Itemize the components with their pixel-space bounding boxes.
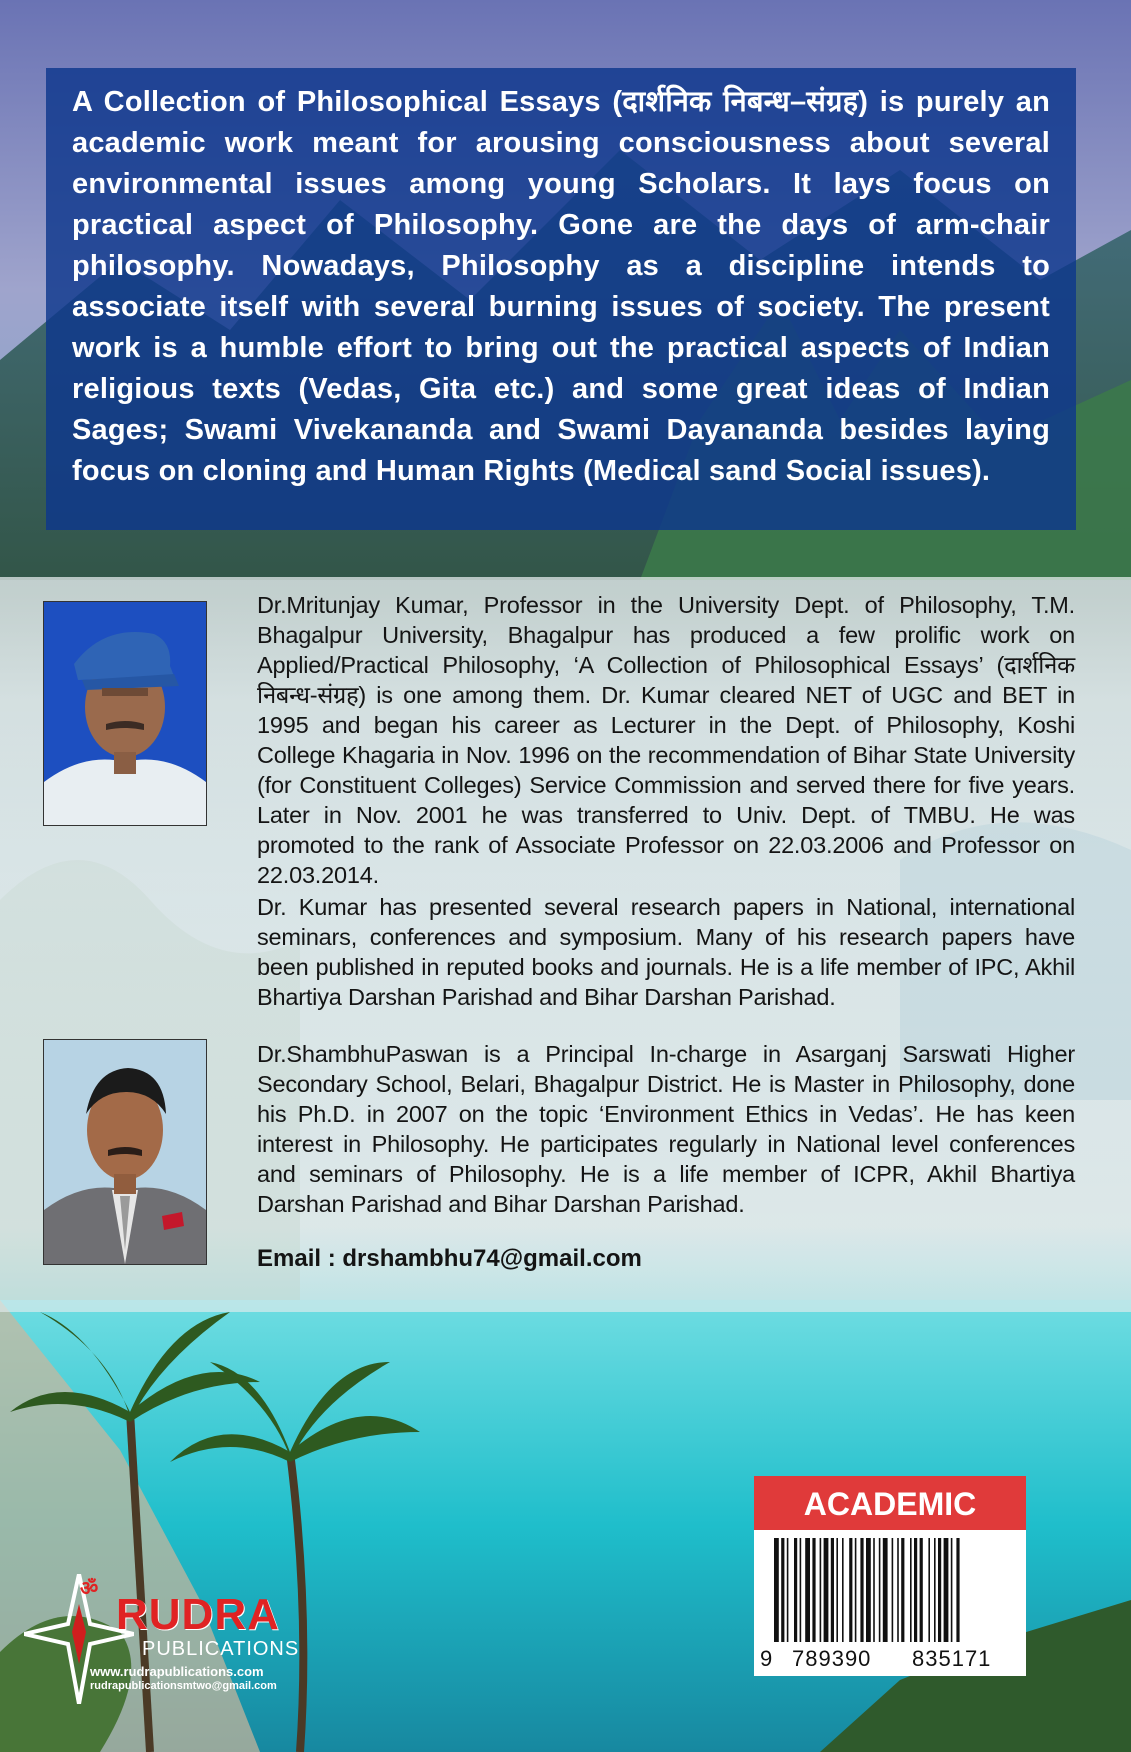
barcode-bar: [897, 1538, 899, 1642]
person-portrait-icon: [44, 602, 206, 825]
contact-email[interactable]: Email : drshambhu74@gmail.com: [257, 1245, 642, 1272]
barcode-bar: [787, 1538, 789, 1642]
category-label: ACADEMIC: [754, 1476, 1026, 1530]
barcode-bar: [855, 1538, 857, 1642]
description-box: [46, 68, 1076, 530]
barcode-bar: [956, 1538, 959, 1642]
barcode-bar: [824, 1538, 829, 1642]
author-2-bio: Dr.ShambhuPaswan is a Principal In-charge in Asarganj Sarswati Higher Secondary School, Belari, Bhagalpur District. He is Master in Philosophy, done his Ph.D. in 2007 on the topic ‘Environment Ethics in Vedas’. He has keen interest in Philosophy. He participates regularly in National level conferences and seminars of Philosophy. He is a life member of ICPR, Akhil Bhartiya Darshan Parishad and Bihar Darshan Parishad.: [257, 1041, 1075, 1217]
barcode-bar: [944, 1538, 949, 1642]
barcode-bar: [879, 1538, 881, 1642]
barcode-bar: [794, 1538, 797, 1642]
barcode-bar: [805, 1538, 810, 1642]
barcode-bar: [928, 1538, 930, 1642]
description-text: A Collection of Philosophical Essays (दार्शनिक निबन्ध–संग्रह) is purely an academic work meant for arousing consciousness about several environmental issues among young Scholars. It lays focus on practical aspect of Philosophy. Gone are the days of arm-chair philosophy. Nowadays, Philosophy as a discipline intends to associate itself with several burning issues of society. The present work is a humble effort to bring out the practical aspects of Indian religious texts (Vedas, Gita etc.) and some great ideas of Indian Sages; Swami Vivekananda and Swami Dayananda besides laying focus on cloning and Human Rights (Medical sand Social issues).: [72, 86, 1050, 487]
barcode-bar: [883, 1538, 888, 1642]
barcode-bar: [910, 1538, 912, 1642]
barcode-bar: [812, 1538, 815, 1642]
barcode-bar: [914, 1538, 917, 1642]
author-photo-2: [43, 1039, 207, 1265]
person-portrait-icon: [44, 1040, 206, 1264]
barcode-bar: [951, 1538, 953, 1642]
barcode-bar: [849, 1538, 852, 1642]
author-photo-1: [43, 601, 207, 826]
barcode-bar: [920, 1538, 923, 1642]
barcode-bar: [901, 1538, 904, 1642]
barcode-bar: [842, 1538, 844, 1642]
isbn-digits-left: 789390: [792, 1646, 872, 1671]
barcode-bar: [934, 1538, 936, 1642]
author-1-bio-continued: Dr. Kumar has presented several research papers in National, international seminars, conferences and symposium. Many of his research papers have been published in reputed books and journals. He is a life member of IPC, Akhil Bhartiya Darshan Parishad and Bihar Darshan Parishad.: [257, 894, 1075, 1010]
isbn-digits-right: 835171: [912, 1646, 992, 1671]
barcode-bar: [938, 1538, 941, 1642]
barcode-bar: [820, 1538, 822, 1642]
author-1-bio: Dr.Mritunjay Kumar, Professor in the University Dept. of Philosophy, T.M. Bhagalpur University, Bhagalpur has produced a few prolific work on Applied/Practical Philosophy, ‘A Collection of Philosophical Essays’ (दार्शनिक निबन्ध-संग्रह) is one among them. Dr. Kumar cleared NET of UGC and BET in 1995 and began his career as Lecturer in the Dept. of Philosophy, Koshi College Khagaria in Nov. 1996 on the recommendation of Bihar State University (for Constituent Colleges) Service Commission and served there for five years. Later in Nov. 2001 he was transferred to Univ. Dept. of TMBU. He was promoted to the rank of Associate Professor on 22.03.2006 and Professor on 22.03.2014.: [257, 592, 1075, 888]
publisher-subtitle: PUBLICATIONS: [142, 1638, 300, 1660]
publisher-name: RUDRA: [116, 1590, 280, 1639]
barcode-bar: [873, 1538, 875, 1642]
publisher-email[interactable]: rudrapublicationsmtwo@gmail.com: [90, 1680, 277, 1692]
barcode: [754, 1530, 1026, 1676]
om-icon: ॐ: [80, 1576, 99, 1600]
publisher-logo: [24, 1574, 300, 1724]
barcode-bar: [892, 1538, 894, 1642]
barcode-bar: [800, 1538, 802, 1642]
barcode-bar: [831, 1538, 834, 1642]
barcode-bar: [866, 1538, 871, 1642]
publisher-website[interactable]: www.rudrapublications.com: [90, 1664, 264, 1679]
barcode-bar: [774, 1538, 779, 1642]
isbn-digit-prefix: 9: [760, 1646, 773, 1671]
barcode-bar: [860, 1538, 863, 1642]
barcode-bar: [781, 1538, 784, 1642]
barcode-bar: [836, 1538, 838, 1642]
isbn-barcode-block: [754, 1476, 1026, 1676]
